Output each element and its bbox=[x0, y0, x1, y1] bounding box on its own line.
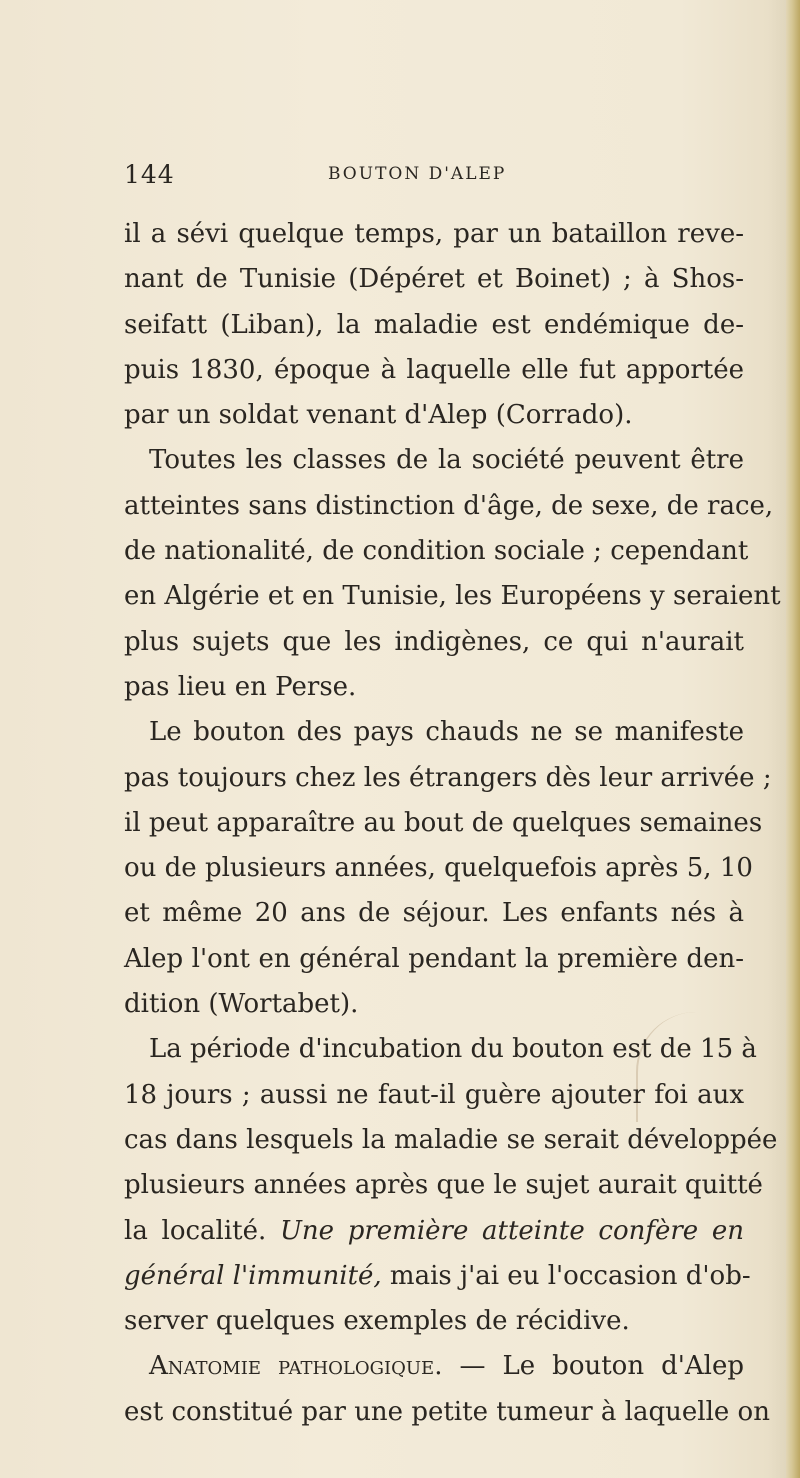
text-line: Alep l'ont en général pendant la première den- bbox=[124, 943, 744, 974]
text-line: Toutes les classes de la société peuvent être bbox=[149, 445, 744, 476]
text-line: 18 jours ; aussi ne faut-il guère ajouter foi aux bbox=[124, 1079, 744, 1110]
text-line: La période d'incubation du bouton est de 15 à bbox=[149, 1034, 757, 1065]
text-line: plusieurs années après que le sujet aurait quitté bbox=[124, 1170, 763, 1201]
italic-text: Une première atteinte confère en bbox=[279, 1215, 744, 1246]
text-line: par un soldat venant d'Alep (Corrado). bbox=[124, 400, 633, 431]
text-run: — Le bouton d'Alep bbox=[442, 1351, 744, 1382]
text-line bbox=[124, 1209, 744, 1254]
text-run: mais j'ai eu l'occasion d'ob- bbox=[381, 1260, 751, 1291]
text-line: en Algérie et en Tunisie, les Européens y seraient bbox=[124, 581, 781, 612]
text-line: nant de Tunisie (Dépéret et Boinet) ; à Shos- bbox=[124, 264, 744, 295]
text-run: la localité. bbox=[124, 1215, 280, 1246]
text-line: dition (Wortabet). bbox=[124, 989, 359, 1020]
text-line: plus sujets que les indigènes, ce qui n'aurait bbox=[124, 626, 744, 657]
text-line: Le bouton des pays chauds ne se manifeste bbox=[149, 717, 744, 748]
text-line bbox=[124, 1344, 744, 1389]
text-line: atteintes sans distinction d'âge, de sexe, de race, bbox=[124, 490, 774, 521]
text-line: puis 1830, époque à laquelle elle fut apportée bbox=[124, 354, 744, 385]
page-edge bbox=[786, 0, 800, 1478]
text-line bbox=[124, 1254, 751, 1299]
italic-text: général l'immunité, bbox=[124, 1260, 382, 1291]
text-line: ou de plusieurs années, quelquefois après 5, 10 bbox=[124, 853, 753, 884]
text-line: pas lieu en Perse. bbox=[124, 671, 357, 702]
text-line: cas dans lesquels la maladie se serait développée bbox=[124, 1124, 778, 1155]
body-text bbox=[124, 212, 781, 1435]
text-line: il peut apparaître au bout de quelques semaines bbox=[124, 807, 763, 838]
page-number: 144 bbox=[124, 160, 175, 189]
text-line: et même 20 ans de séjour. Les enfants nés à bbox=[124, 898, 744, 929]
text-line: il a sévi quelque temps, par un bataillon reve- bbox=[124, 219, 744, 249]
running-head: BOUTON D'ALEP bbox=[328, 164, 507, 184]
page-header bbox=[0, 160, 800, 200]
text-line: est constitué par une petite tumeur à laquelle on bbox=[124, 1396, 770, 1427]
section-heading: Anatomie pathologique. bbox=[149, 1351, 443, 1382]
text-line: de nationalité, de condition sociale ; cependant bbox=[124, 536, 749, 567]
text-line: pas toujours chez les étrangers dès leur arrivée ; bbox=[124, 762, 772, 793]
text-line: server quelques exemples de récidive. bbox=[124, 1306, 630, 1337]
text-line: seifatt (Liban), la maladie est endémique de- bbox=[124, 309, 744, 340]
